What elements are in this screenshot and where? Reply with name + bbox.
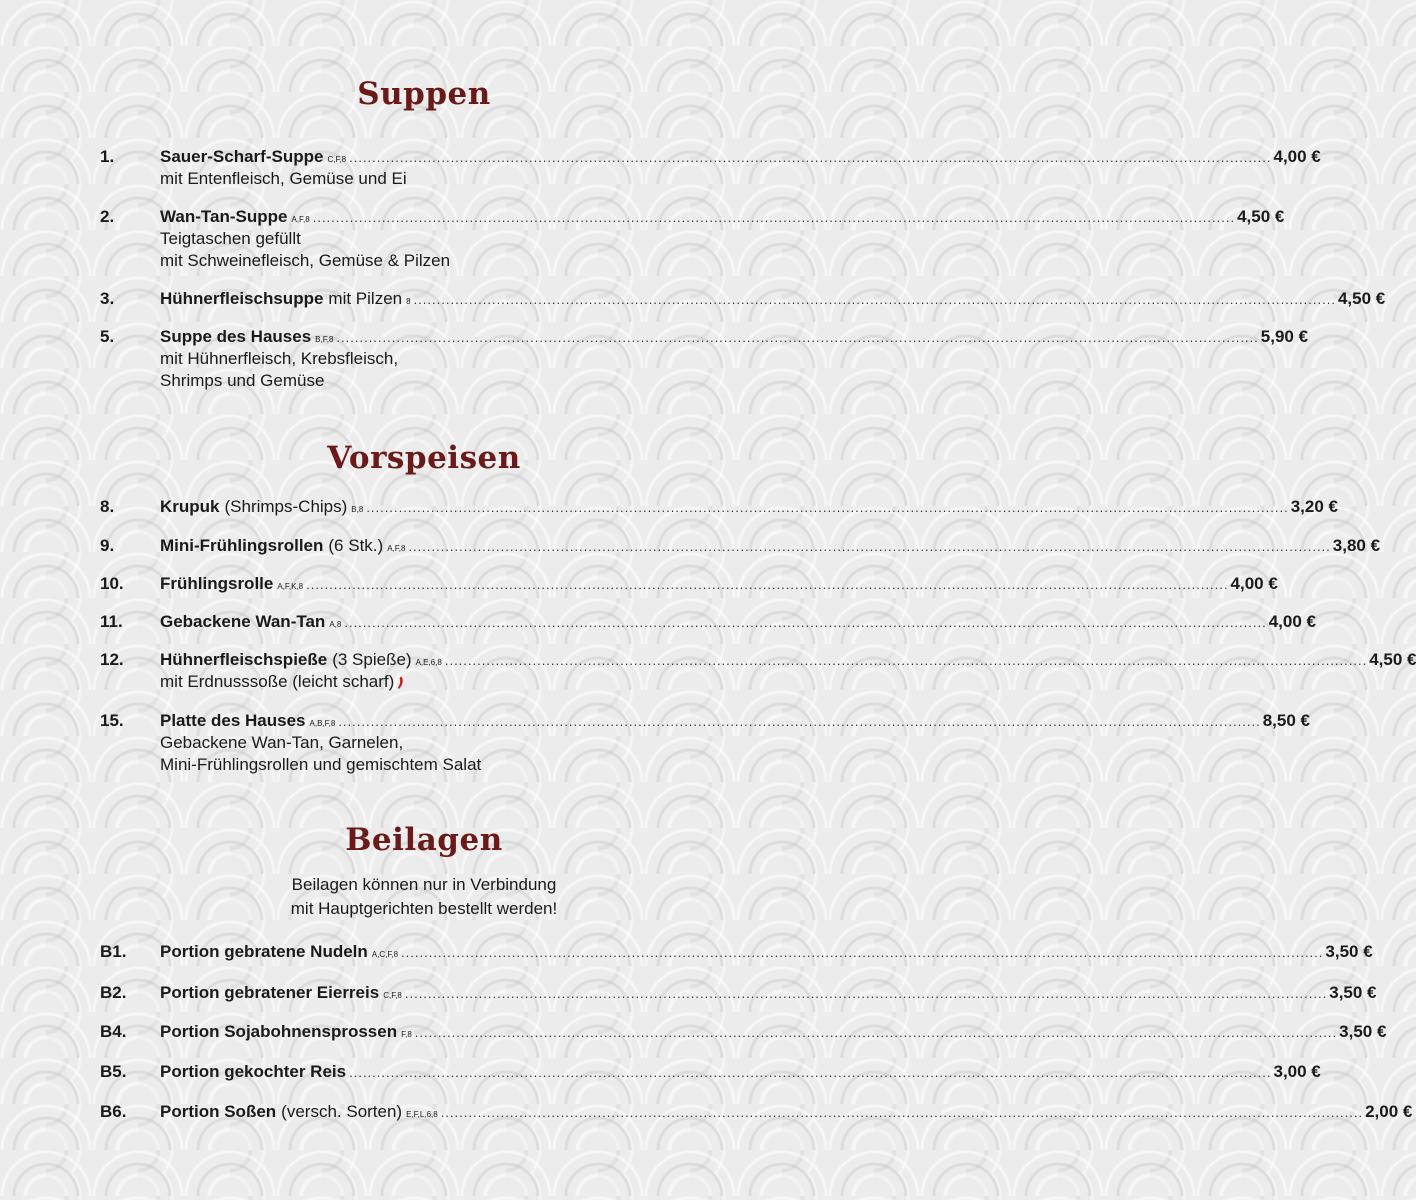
section-title-vorspeisen: Vorspeisen (327, 440, 521, 476)
item-number: 8. (100, 497, 115, 516)
item-number: 5. (100, 327, 115, 346)
item-description: Shrimps und Gemüse (160, 371, 325, 390)
leader-dots: ........................................................................................................................................................................................................ (404, 986, 1328, 1001)
chili-icon (397, 676, 404, 689)
item-price: 3,50 € (1339, 1022, 1387, 1041)
item-description: mit Entenfleisch, Gemüse und Ei (160, 169, 407, 188)
item-price: 3,50 € (1325, 942, 1373, 961)
item-price: 4,50 € (1369, 650, 1416, 669)
item-price: 5,90 € (1260, 327, 1309, 346)
item-price: 3,20 € (1290, 497, 1338, 516)
item-name: Portion Sojabohnensprossen (160, 1022, 398, 1041)
item-number: 12. (100, 650, 124, 669)
item-number: 11. (100, 612, 123, 631)
item-description: mit Schweinefleisch, Gemüse & Pilzen (160, 251, 451, 270)
item-price: 3,50 € (1329, 983, 1377, 1002)
section-title-suppen: Suppen (357, 76, 491, 112)
item-number: B4. (100, 1022, 127, 1041)
leader-dots: ........................................................................................................................................................................................................ (413, 292, 1336, 307)
beilagen-note (0, 873, 848, 921)
item-price: 4,00 € (1273, 147, 1321, 166)
item-name: Wan-Tan-Suppe (160, 207, 288, 226)
leader-dots: ........................................................................................................................................................................................................ (336, 330, 1259, 345)
leader-dots: ........................................................................................................................................................................................................ (349, 150, 1272, 165)
leader-dots: ........................................................................................................................................................................................................ (414, 1025, 1338, 1040)
item-price: 4,50 € (1337, 289, 1386, 308)
item-description: mit Hühnerfleisch, Krebsfleisch, (160, 349, 399, 368)
leader-dots: ........................................................................................................................................................................................................ (338, 714, 1261, 729)
section-title-beilagen: Beilagen (345, 822, 503, 858)
item-name: Portion gekochter Reis (160, 1062, 347, 1081)
item-description: Mini-Frühlingsrollen und gemischtem Salat (160, 755, 482, 774)
item-name: Frühlingsrolle (160, 574, 274, 593)
leader-dots: ........................................................................................................................................................................................................ (401, 945, 1324, 960)
item-name: Mini-Frühlingsrollen (160, 536, 324, 555)
leader-dots: ........................................................................................................................................................................................................ (444, 653, 1368, 668)
note-line: mit Hauptgerichten bestellt werden! (290, 899, 558, 918)
leader-dots: ........................................................................................................................................................................................................ (306, 577, 1229, 592)
item-price: 4,50 € (1237, 207, 1285, 226)
item-number: 9. (100, 536, 115, 555)
item-name: Hühnerfleischspieße (160, 650, 328, 669)
menu-page: Suppen 1. Sauer-Scharf-Suppe C,F,8 ........................................................................................................................................................................................................ 4,00 € mit Entenfleisch, Gemüse und Ei 2. Wan-Tan-Suppe A,F,8 ........................................................................................................................................................................................................ 4,50 € Teigtaschen gefüllt mit Schweinefleisch, Gemüse & Pilzen 3. Hühnerfleischsuppe mit Pilzen 8 ........................................................................................................................................................................................................ 4,50 € 5. Suppe des Hauses B,F,8 ........................................................................................................................................................................................................ 5,90 € mit Hühnerfleisch, Krebsfleisch, Shrimps und Gemüse Vorspeisen 8. Krupuk (Shrimps-Chips) B,8 ........................................................................................................................................................................................................ 3,20 € 9. Mini-Frühlingsrollen (6 Stk.) A,F,8 ........................................................................................................................................................................................................ 3,80 € 10. Frühlingsrolle A,F,K,8 ........................................................................................................................................................................................................ 4,00 € 11. Gebackene Wan-Tan A,8 ........................................................................................................................................................................................................ 4,00 € 12. Hühnerfleischspieße (3 Spieße) A,E,6,8 ........................................................................................................................................................................................................ 4,50 € mit Erdnusssoße (leicht scharf) 15. Platte des Hauses A,B,F,8 ........................................................................................................................................................................................................ 8,50 € Gebackene Wan-Tan, Garnelen, Mini-Frühlingsrollen und gemischtem Salat Beilagen Beilagen können nur in Verbindung mit Hauptgerichten bestellt werden! B1. Portion gebratene Nudeln A,C,F,8 ........................................................................................................................................................................................................ 3,50 € B2. Portion gebratener Eierreis C,F,8 ........................................................................................................................................................................................................ 3,50 € B4. Portion Sojabohnensprossen F,8 ........................................................................................................................................................................................................ 3,50 € B5. Portion gekochter Reis ........................................................................................................................................................................................................ 3,00 € B6. Portion Soßen (versch. Sorten) E,F,L,6,8 ........................................................................................................................................................................................................ 2,00 € (0, 0, 848, 1200)
item-name: Gebackene Wan-Tan (160, 612, 326, 631)
leader-dots: ........................................................................................................................................................................................................ (349, 1065, 1272, 1080)
item-name: Platte des Hauses (160, 711, 306, 730)
item-description: Teigtaschen gefüllt (160, 229, 301, 248)
item-price: 2,00 € (1365, 1102, 1413, 1121)
item-number: 1. (100, 147, 115, 166)
item-number: 10. (100, 574, 124, 593)
leader-dots: ........................................................................................................................................................................................................ (366, 500, 1289, 515)
item-name: Portion gebratener Eierreis (160, 983, 380, 1002)
item-extra: mit Pilzen (328, 289, 403, 308)
item-number: 2. (100, 207, 115, 226)
item-price: 8,50 € (1262, 711, 1310, 730)
item-description: Gebackene Wan-Tan, Garnelen, (160, 733, 404, 752)
leader-dots: ........................................................................................................................................................................................................ (344, 615, 1267, 630)
item-price: 3,00 € (1273, 1062, 1321, 1081)
leader-dots: ........................................................................................................................................................................................................ (440, 1105, 1364, 1120)
item-name: Portion Soßen (160, 1102, 277, 1121)
item-extra: (versch. Sorten) (281, 1102, 403, 1121)
item-price: 3,80 € (1332, 536, 1381, 555)
item-name: Sauer-Scharf-Suppe (160, 147, 324, 166)
item-number: B2. (100, 983, 127, 1002)
item-number: B6. (100, 1102, 127, 1121)
item-name: Portion gebratene Nudeln (160, 942, 368, 961)
item-name: Krupuk (160, 497, 220, 516)
item-name: Hühnerfleischsuppe (160, 289, 324, 308)
item-extra: (3 Spieße) (332, 650, 412, 669)
item-number: 15. (100, 711, 124, 730)
item-description: mit Erdnusssoße (leicht scharf) (160, 672, 395, 691)
item-extra: (6 Stk.) (328, 536, 384, 555)
note-line: Beilagen können nur in Verbindung (291, 875, 557, 894)
item-number: B1. (100, 942, 127, 961)
item-name: Suppe des Hauses (160, 327, 312, 346)
item-extra: (Shrimps-Chips) (224, 497, 348, 516)
item-price: 4,00 € (1230, 574, 1278, 593)
item-price: 4,00 € (1268, 612, 1316, 631)
item-number: B5. (100, 1062, 127, 1081)
item-number: 3. (100, 289, 115, 308)
leader-dots: ........................................................................................................................................................................................................ (408, 539, 1331, 554)
leader-dots: ........................................................................................................................................................................................................ (312, 210, 1236, 225)
